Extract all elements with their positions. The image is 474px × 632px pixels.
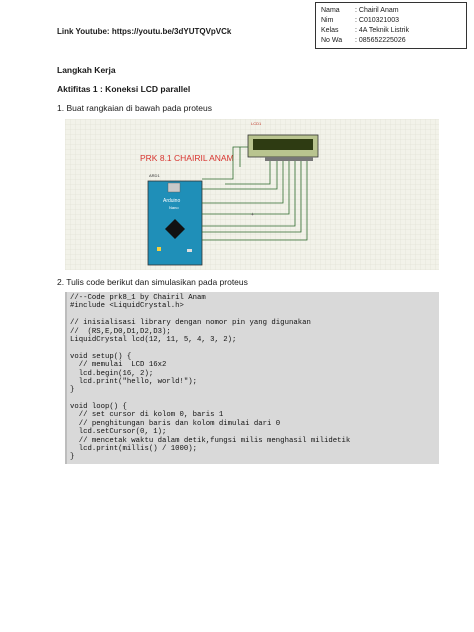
code-line: // mencetak waktu dalam detik,fungsi milis menghasil milidetik bbox=[70, 436, 351, 445]
code-line: lcd.print(millis() / 1000); bbox=[70, 445, 197, 454]
identity-key: Nama bbox=[321, 7, 340, 14]
code-line: // penghitungan baris dan kolom dimulai dari 0 bbox=[70, 419, 281, 428]
identity-value: : Chairil Anam bbox=[355, 7, 399, 14]
lcd-pin-header bbox=[265, 157, 313, 161]
code-line: void loop() { bbox=[70, 403, 127, 412]
code-block bbox=[65, 292, 439, 464]
lcd-screen bbox=[253, 139, 313, 150]
identity-value: : 4A Teknik Listrik bbox=[355, 27, 409, 34]
identity-key: Nim bbox=[321, 17, 334, 24]
identity-box bbox=[315, 2, 467, 49]
identity-row-wa bbox=[321, 36, 466, 46]
code-line: // memulai LCD 16x2 bbox=[70, 361, 167, 370]
code-line: lcd.setCursor(0, 1); bbox=[70, 428, 167, 437]
code-line bbox=[70, 344, 439, 352]
identity-row-kelas bbox=[321, 26, 466, 36]
code-line bbox=[70, 395, 439, 403]
code-line: // (RS,E,D0,D1,D2,D3); bbox=[70, 327, 171, 336]
code-line: // set cursor di kolom 0, baris 1 bbox=[70, 411, 224, 420]
schematic-title: PRK 8.1 CHAIRIL ANAM bbox=[140, 153, 234, 163]
board-component bbox=[157, 247, 161, 251]
code-line: void setup() { bbox=[70, 352, 132, 361]
arduino-label: Arduino bbox=[163, 198, 181, 204]
section-heading: Langkah Kerja bbox=[57, 65, 116, 75]
identity-key: No Wa bbox=[321, 37, 343, 44]
activity-heading: Aktifitas 1 : Koneksi LCD parallel bbox=[57, 84, 191, 94]
code-line: } bbox=[70, 386, 75, 395]
step-2-text: 2. Tulis code berikut dan simulasikan pada proteus bbox=[57, 277, 248, 287]
identity-value: : C010321003 bbox=[355, 17, 399, 24]
lcd-ref-label: LCD1 bbox=[251, 121, 262, 126]
arduino-sublabel: Nano bbox=[169, 205, 179, 210]
usb-connector bbox=[168, 183, 180, 192]
proteus-schematic-image bbox=[65, 119, 439, 270]
code-line: lcd.print("hello, world!"); bbox=[70, 377, 197, 386]
youtube-link[interactable]: Link Youtube: https://youtu.be/3dYUTQVpVCk bbox=[57, 27, 232, 36]
code-line: lcd.begin(16, 2); bbox=[70, 369, 154, 378]
step-1-text: 1. Buat rangkaian di bawah pada proteus bbox=[57, 103, 213, 113]
identity-key: Kelas bbox=[321, 27, 339, 34]
code-line: // inisialisasi library dengan nomor pin yang digunakan bbox=[70, 319, 311, 328]
code-line: LiquidCrystal lcd(12, 11, 5, 4, 3, 2); bbox=[70, 335, 237, 344]
board-component bbox=[187, 249, 192, 252]
code-line: } bbox=[70, 453, 75, 462]
identity-value: : 085652225026 bbox=[355, 37, 406, 44]
identity-row-nim bbox=[321, 16, 466, 26]
code-line: #include <LiquidCrystal.h> bbox=[70, 302, 184, 311]
code-line: //--Code prk8_1 by Chairil Anam bbox=[70, 294, 206, 302]
board-ref-label: ARD1 bbox=[149, 173, 160, 178]
identity-row-name bbox=[321, 6, 466, 16]
code-line bbox=[70, 311, 439, 319]
cursor-mark: + bbox=[251, 212, 254, 218]
